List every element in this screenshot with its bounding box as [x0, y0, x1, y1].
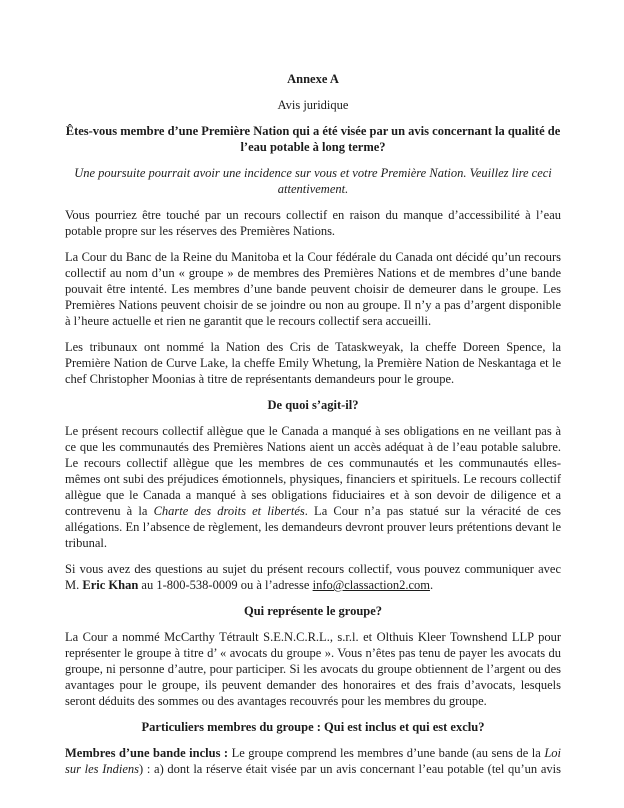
paragraph-courts-decision: La Cour du Banc de la Reine du Manitoba et la Cour fédérale du Canada ont décidé qu’un recours collectif au nom d’un « groupe » de membres des Premières Nations et de membres d’une bande pouvait être intenté. Les membres d’une bande peuvent choisir de demeurer dans le groupe. Les Premières Nations peuvent choisir de se joindre ou non au groupe. Il n’y a pas d’argent disponible à l’heure actuelle et rien ne garantit que le recours collectif sera accueilli.: [65, 250, 561, 328]
contact-phone-number: 1-800-538-0009: [156, 578, 238, 592]
intro-notice: Une poursuite pourrait avoir une incidence sur vous et votre Première Nation. Veuillez lire ceci attentivement.: [74, 166, 552, 196]
section-heading-about: De quoi s’agit-il?: [267, 398, 359, 412]
contact-text-mid: au: [138, 578, 157, 592]
allegations-text-pre: Le présent recours collectif allègue que le Canada a manqué à ses obligations en ne veillant pas à ce que les communautés des Premières Nations aient un accès adéquat à de l’eau potable salubre. Le recours collectif allègue que les membres de ces communautés et les communautés elles-mêmes ont subi des préjudices émotionnels, physiques, financiers et spirituels. Le recours collectif allègue que le Canada a manqué à ses obligations fiduciaires et à son devoir de diligence et a contrevenu à la: [65, 424, 561, 518]
contact-text-mid2: ou à l’adresse: [237, 578, 313, 592]
allegations-text-post: . La Cour n’a pas statué sur la véracité de ces allégations. En l’absence de règlement, les demandeurs devront prouver leurs prétentions devant le tribunal.: [65, 504, 561, 550]
paragraph-allegations: [65, 423, 561, 551]
paragraph-impact: Vous pourriez être touché par un recours collectif en raison du manque d’accessibilité à l’eau potable propre sur les réserves des Premières Nations.: [65, 208, 561, 238]
paragraph-representative-plaintiffs: Les tribunaux ont nommé la Nation des Cris de Tataskweyak, la cheffe Doreen Spence, la Première Nation de Curve Lake, la cheffe Emily Whetung, la Première Nation de Neskantaga et le chef Christopher Moonias à titre de représentants demandeurs pour le groupe.: [65, 340, 561, 386]
charter-title-italic: Charte des droits et libertés: [153, 504, 305, 518]
band-members-text-post: ) : a) dont la réserve était visée par un avis concernant l’eau potable (tel qu’un avis: [139, 762, 561, 776]
contact-text-pre: Si vous avez des questions au sujet du présent recours collectif, vous pouvez communiquer avec M.: [65, 562, 561, 592]
paragraph-band-members-included: [65, 745, 561, 777]
section-heading-members: Particuliers membres du groupe : Qui est inclus et qui est exclu?: [141, 720, 485, 734]
paragraph-contact: [65, 561, 561, 593]
contact-person-name: Eric Khan: [82, 578, 139, 592]
band-members-label-bold: Membres d’une bande inclus :: [65, 746, 232, 760]
section-heading-lawyers: Qui représente le groupe?: [243, 604, 383, 618]
main-question-heading: Êtes-vous membre d’une Première Nation qui a été visée par un avis concernant la qualité de l’eau potable à long terme?: [65, 124, 561, 154]
annex-title: Annexe A: [287, 72, 339, 86]
paragraph-class-counsel: La Cour a nommé McCarthy Tétrault S.E.N.C.R.L., s.r.l. et Olthuis Kleer Townshend LLP pour représenter le groupe à titre d’ « avocats du groupe ». Vous n’êtes pas tenu de payer les avocats du groupe, ni personne d’autre, pour participer. Si les avocats du groupe obtiennent de l’argent ou des avantages pour le groupe, ils peuvent demander des honoraires et des frais d’avocats, lesquels seront déduits des sommes ou des avantages recouvrés pour les membres du groupe.: [65, 630, 561, 708]
indian-act-title-italic: Loi sur les Indiens: [65, 746, 562, 776]
doc-subtitle: Avis juridique: [277, 98, 349, 112]
contact-text-post: .: [429, 578, 434, 592]
band-members-text-pre: Le groupe comprend les membres d’une bande (au sens de la: [231, 746, 545, 760]
contact-email-link[interactable]: info@classaction2.com: [312, 578, 430, 592]
